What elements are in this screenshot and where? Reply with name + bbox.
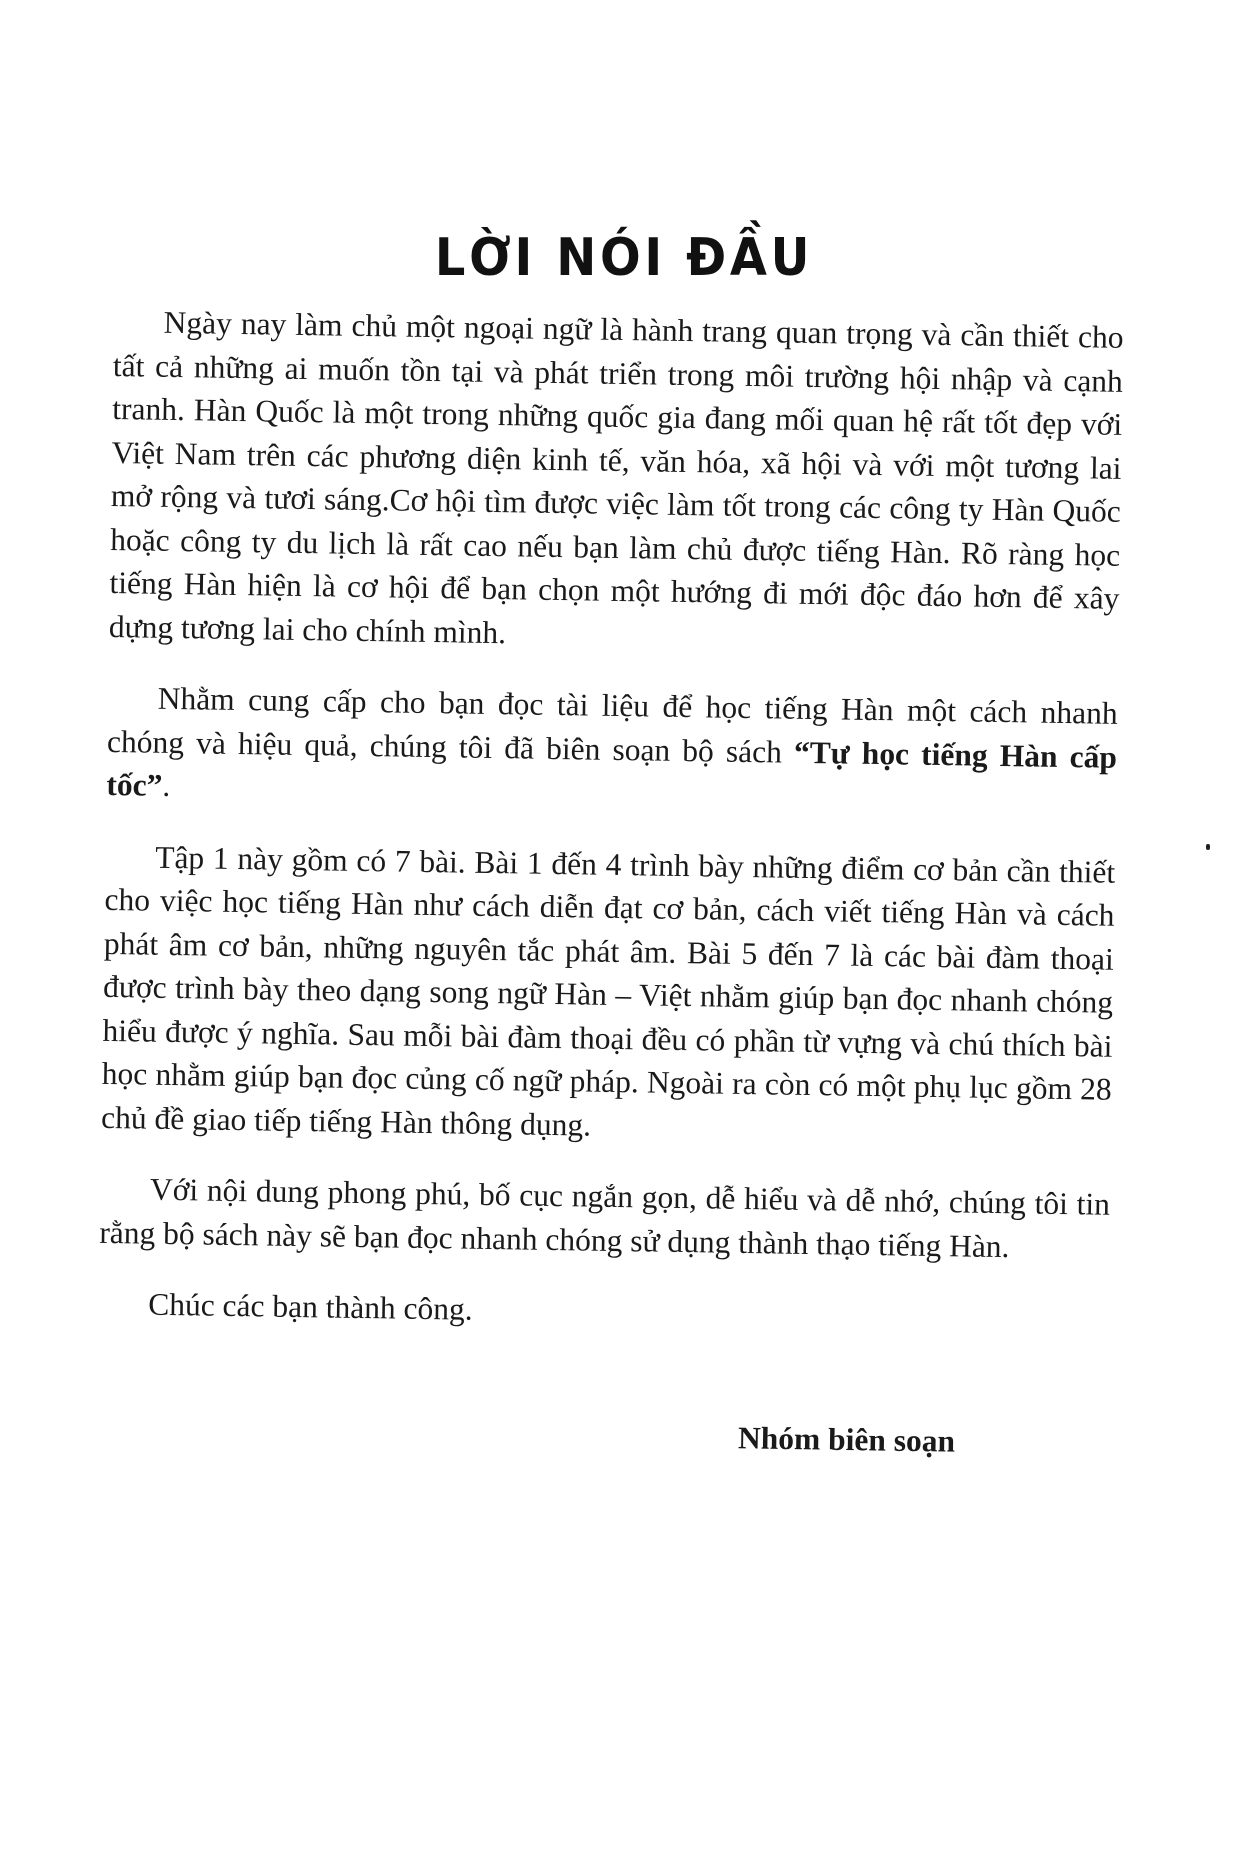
paragraph-purpose-end: . (162, 767, 171, 803)
paragraph-introduction: Ngày nay làm chủ một ngoại ngữ là hành trang quan trọng và cần thiết cho tất cả những ai muốn tồn tại và phát triển trong môi trường hội nhập và cạnh tranh. Hàn Quốc là một trong những quốc gia đang mối quan hệ rất tốt đẹp với Việt Nam trên các phương diện kinh tế, văn hóa, xã hội và với một tương lai mở rộng và tươi sáng.Cơ hội tìm được việc làm tốt trong các công ty Hàn Quốc hoặc công ty du lịch là rất cao nếu bạn làm chủ được tiếng Hàn. Rõ ràng học tiếng Hàn hiện là cơ hội để bạn chọn một hướng đi mới độc đáo hơn để xây dựng tương lai cho chính mình. (108, 304, 1124, 650)
paragraph-purpose-text: Nhằm cung cấp cho bạn đọc tài liệu để học tiếng Hàn một cách nhanh chóng và hiệu quả, chúng tôi đã biên soạn bộ sách (106, 680, 1118, 770)
paragraph-wishes: Chúc các bạn thành công. (147, 1286, 473, 1327)
book-series-title: “Tự học tiếng Hàn cấp tốc” (106, 734, 1118, 803)
paragraph-conclusion: Với nội dung phong phú, bố cục ngắn gọn, dễ hiểu và dễ nhớ, chúng tôi tin rằng bộ sách này sẽ bạn đọc nhanh chóng sử dụng thành thạo tiếng Hàn. (99, 1171, 1111, 1264)
paragraph-purpose (106, 676, 1118, 822)
scan-speck (1206, 844, 1210, 850)
signature: Nhóm biên soạn (737, 1420, 956, 1459)
paragraph-contents: Tập 1 này gồm có 7 bài. Bài 1 đến 4 trình bày những điểm cơ bản cần thiết cho việc học tiếng Hàn như cách diễn đạt cơ bản, cách viết tiếng Hàn và cách phát âm cơ bản, những nguyên tắc phát âm. Bài 5 đến 7 là các bài đàm thoại được trình bày theo dạng song ngữ Hàn – Việt nhằm giúp bạn đọc nhanh chóng hiểu được ý nghĩa. Sau mỗi bài đàm thoại đều có phần từ vựng và chú thích bài học nhằm giúp bạn đọc củng cố ngữ pháp. Ngoài ra còn có một phụ lục gồm 28 chủ đề giao tiếp tiếng Hàn thông dụng. (100, 839, 1116, 1143)
body-text (98, 300, 1124, 1341)
page-title: LỜI NÓI ĐẦU (434, 228, 814, 288)
